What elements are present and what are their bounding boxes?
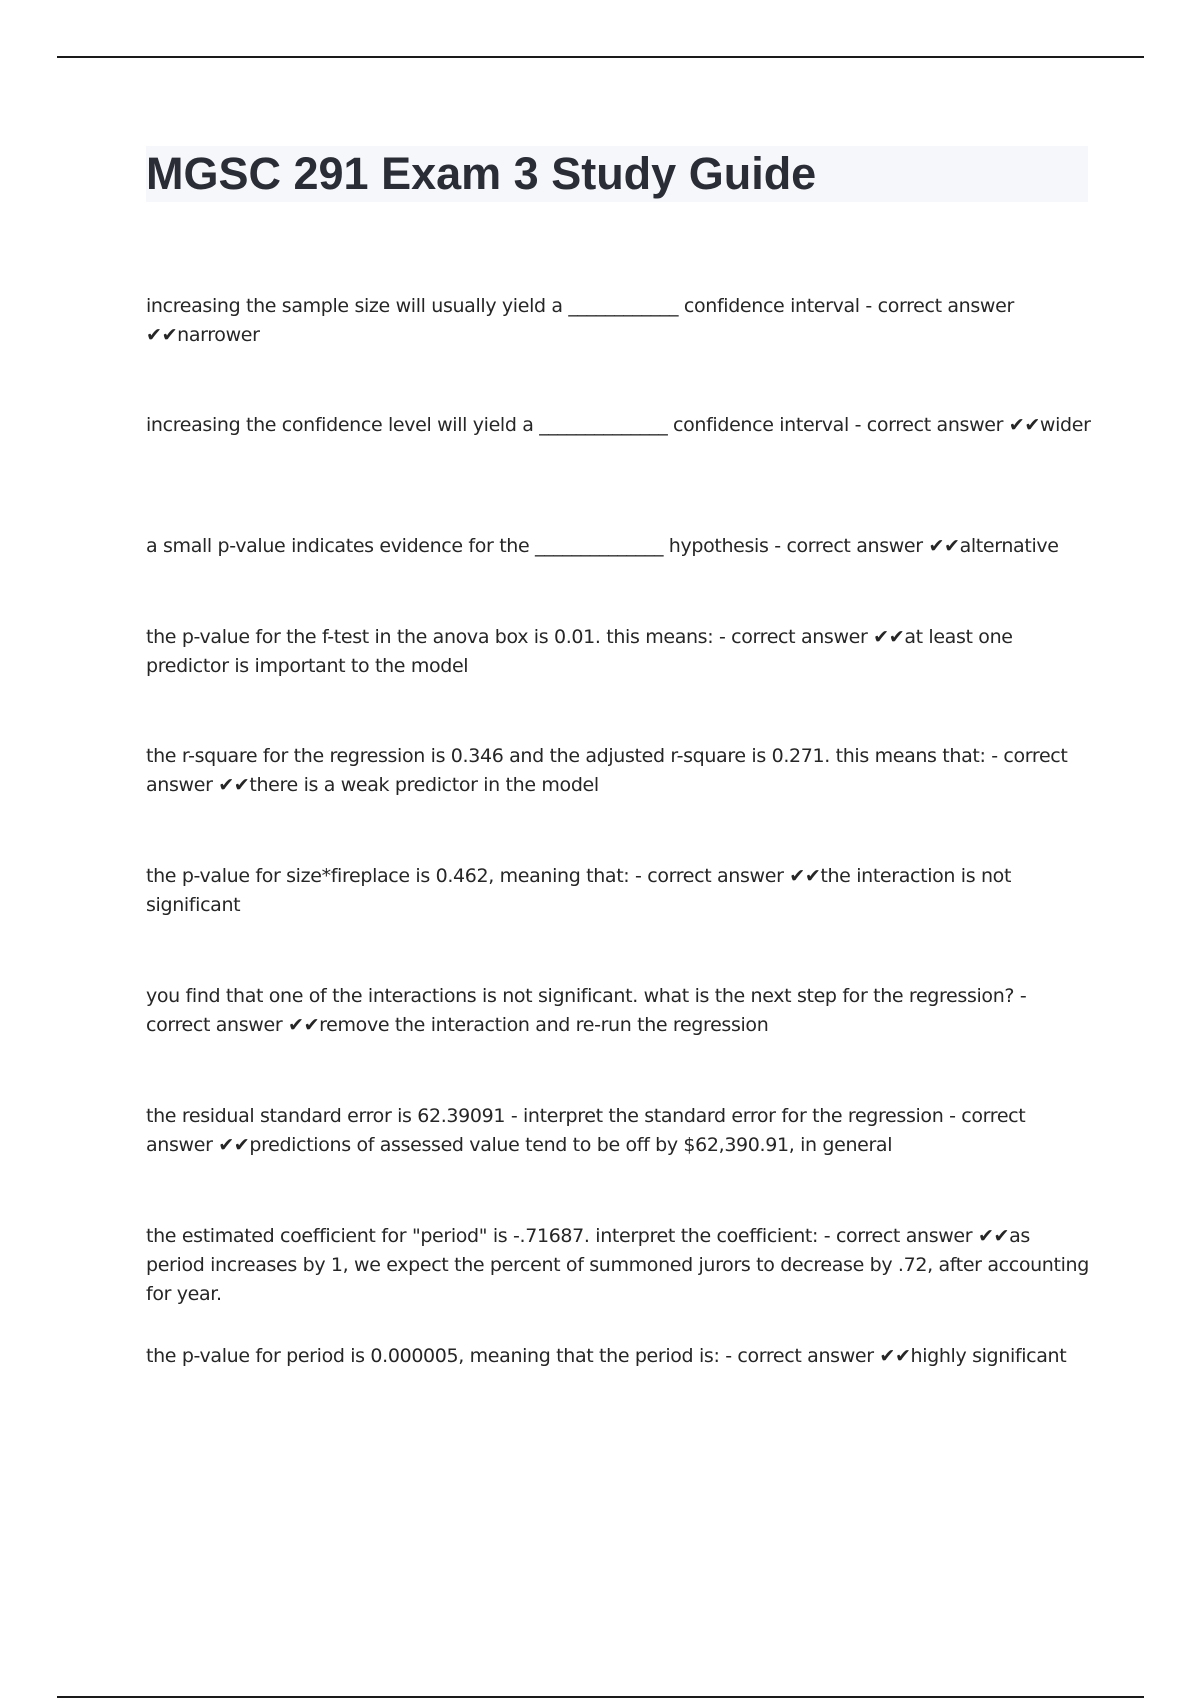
answer-label: correct answer (866, 414, 1004, 436)
separator: - (848, 414, 867, 436)
question-text: the p-value for period is 0.000005, meaning that the period is: (146, 1345, 720, 1367)
answer-text: remove the interaction and re-run the regression (319, 1014, 769, 1036)
answer-text: there is a weak predictor in the model (249, 774, 599, 796)
document-title: MGSC 291 Exam 3 Study Guide (146, 148, 817, 199)
answer-label: correct answer (786, 535, 923, 557)
question-text: the estimated coefficient for "period" is -.71687. interpret the coefficient: (146, 1225, 819, 1247)
question-text: increasing the confidence level will yield a ______________ confidence interval (146, 414, 849, 436)
qa-item-9 (146, 1222, 1092, 1309)
question-text: a small p-value indicates evidence for the ______________ hypothesis (146, 535, 769, 557)
qa-item-4 (146, 623, 1092, 681)
check-mark-icon: ✔✔ (789, 865, 821, 887)
separator: - (629, 865, 648, 887)
answer-label: correct answer (877, 295, 1014, 317)
answer-text: at least one predictor is important to the model (146, 626, 1013, 677)
question-text: the residual standard error is 62.39091 - interpret the standard error for the regression (146, 1105, 944, 1127)
qa-item-7 (146, 982, 1092, 1040)
separator: - (1014, 985, 1027, 1007)
answer-text: the interaction is not significant (146, 865, 1012, 916)
question-text: the p-value for size*fireplace is 0.462, meaning that: (146, 865, 630, 887)
answer-label: correct answer (737, 1345, 874, 1367)
separator: - (859, 295, 878, 317)
check-mark-icon: ✔✔ (977, 1225, 1010, 1247)
check-mark-icon: ✔✔ (879, 1345, 911, 1367)
qa-item-6 (146, 862, 1092, 920)
check-mark-icon: ✔✔ (288, 1014, 320, 1036)
separator: - (943, 1105, 962, 1127)
bottom-rule (57, 1696, 1144, 1698)
check-mark-icon: ✔✔ (218, 774, 250, 796)
answer-text: narrower (177, 324, 260, 346)
answer-label: correct answer (146, 1105, 1026, 1156)
check-mark-icon: ✔✔ (146, 324, 178, 346)
question-text: the r-square for the regression is 0.346 and the adjusted r-square is 0.271. this means that: (146, 745, 986, 767)
answer-text: predictions of assessed value tend to be off by $62,390.91, in general (249, 1134, 893, 1156)
question-text: the p-value for the f-test in the anova box is 0.01. this means: (146, 626, 714, 648)
separator: - (985, 745, 1004, 767)
answer-text: as period increases by 1, we expect the percent of summoned jurors to decrease by .72, after accounting for year. (146, 1225, 1089, 1305)
answer-label: correct answer (146, 745, 1068, 796)
answer-label: correct answer (146, 1014, 283, 1036)
top-rule (57, 56, 1144, 58)
qa-item-8 (146, 1102, 1092, 1160)
qa-item-1 (146, 292, 1092, 350)
question-text: increasing the sample size will usually yield a ____________ confidence interval (146, 295, 860, 317)
answer-text: alternative (959, 535, 1059, 557)
separator: - (719, 1345, 738, 1367)
answer-label: correct answer (731, 626, 868, 648)
qa-item-2 (146, 411, 1092, 440)
check-mark-icon: ✔✔ (873, 626, 905, 648)
check-mark-icon: ✔✔ (218, 1134, 250, 1156)
qa-item-3 (146, 532, 1092, 561)
qa-item-5 (146, 742, 1092, 800)
title-banner (146, 146, 1088, 202)
answer-text: highly significant (910, 1345, 1067, 1367)
separator: - (768, 535, 787, 557)
separator: - (713, 626, 732, 648)
answer-text: wider (1039, 414, 1091, 436)
question-text: you find that one of the interactions is not significant. what is the next step for the regression? (146, 985, 1015, 1007)
qa-item-10 (146, 1342, 1092, 1371)
answer-label: correct answer (647, 865, 784, 887)
check-mark-icon: ✔✔ (1008, 414, 1040, 436)
check-mark-icon: ✔✔ (928, 535, 960, 557)
answer-label: correct answer (835, 1225, 973, 1247)
separator: - (818, 1225, 836, 1247)
